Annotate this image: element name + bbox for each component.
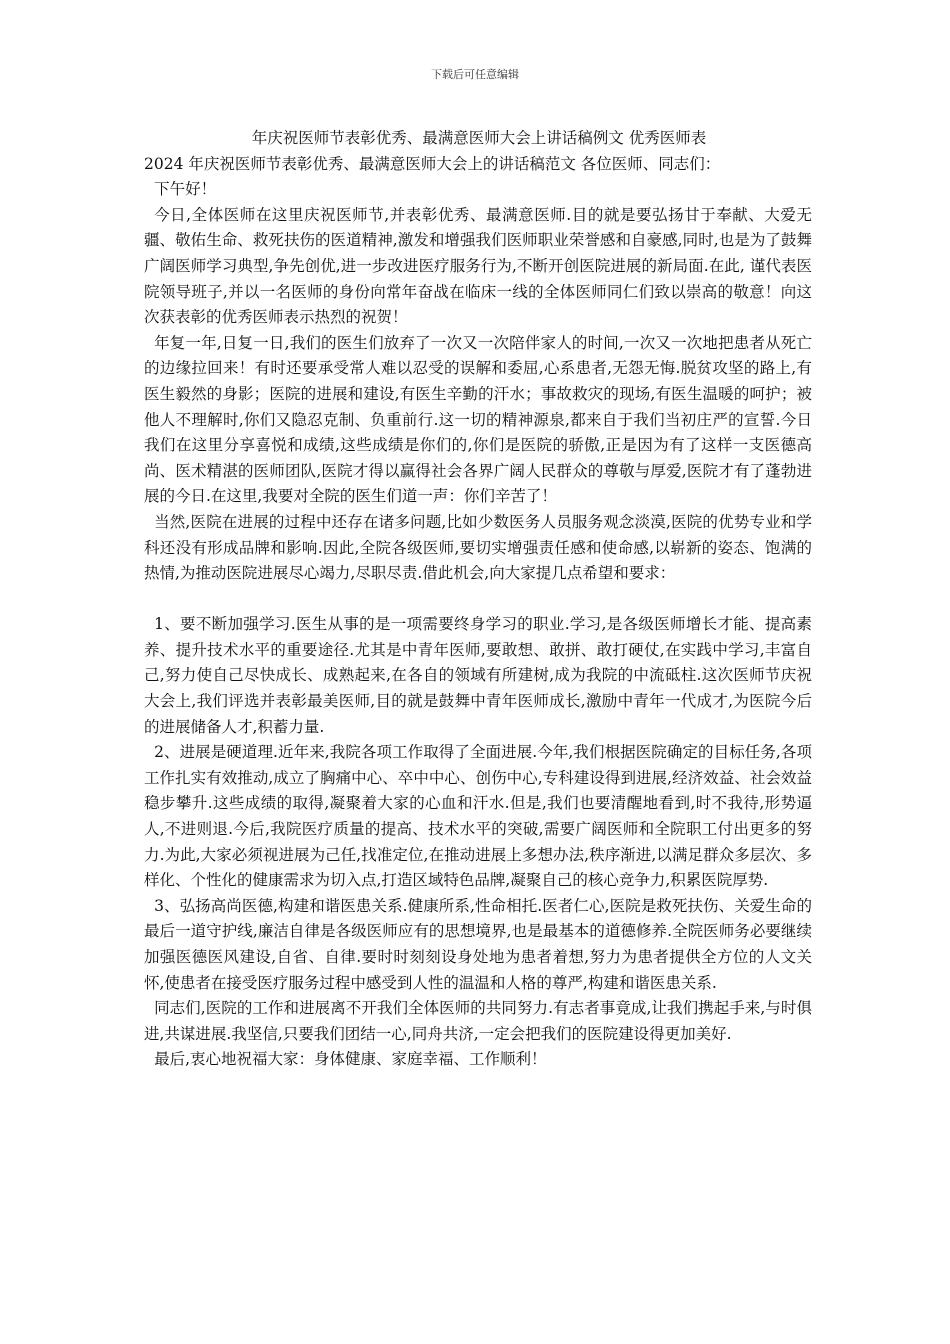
paragraph-wishes: 最后,衷心地祝福大家：身体健康、家庭幸福、工作顺利！ [154, 1050, 547, 1069]
paragraph-greeting: 下午好！ [154, 180, 217, 199]
document-title: 年庆祝医师节表彰优秀、最满意医师大会上讲话稿例文 优秀医师表 [251, 129, 707, 147]
header-note: 下载后可任意编辑 [431, 68, 519, 81]
blank-line [144, 587, 812, 613]
paragraph-thanks: 年复一年,日复一日,我们的医生们放弃了一次又一次陪伴家人的时间,一次又一次地把患者从死亡的边缘拉回来！有时还要承受常人难以忍受的误解和委屈,心系患者,无怨无悔.脱贫攻坚的路上,有医生毅然的身影；医院的进展和建设,有医生辛勤的汗水；事故救灾的现场,有医生温暖的呵护；被他人不理解时,你们又隐忍克制、负重前行.这一切的精神源泉,都来自于我们当初庄严的宣誓.今日我们在这里分享喜悦和成绩,这些成绩是你们的,你们是医院的骄傲,正是因为有了这样一支医德高尚、医术精湛的医师团队,医院才得以赢得社会各界广阔人民群众的尊敬与厚爱,医院才有了蓬勃进展的今日.在这里,我要对全院的医生们道一声：你们辛苦了！ [144, 333, 812, 506]
document-subtitle: 2024 年庆祝医师节表彰优秀、最满意医师大会上的讲话稿范文 各位医师、同志们： [144, 154, 721, 173]
paragraph-issues: 当然,医院在进展的过程中还存在诸多问题,比如少数医务人员服务观念淡漠,医院的优势专业和学科还没有形成品牌和影响.因此,全院各级医师,要切实增强责任感和使命感,以崭新的姿态、饱满的热情,为推动医院进展尽心竭力,尽职尽责.借此机会,向大家提几点希望和要求： [144, 512, 812, 583]
paragraph-point-1: 1、要不断加强学习.医生从事的是一项需要终身学习的职业.学习,是各级医师增长才能、提高素养、提升技术水平的重要途径.尤其是中青年医师,要敢想、敢拼、敢打硬仗,在实践中学习,丰富自己,努力使自己尽快成长、成熟起来,在各自的领域有所建树,成为我院的中流砥柱.这次医师节庆祝大会上,我们评选并表彰最美医师,目的就是鼓舞中青年医师成长,激励中青年一代成才,为医院今后的进展储备人才,积蓄力量. [144, 615, 812, 736]
paragraph-closing: 同志们,医院的工作和进展离不开我们全体医师的共同努力.有志者事竟成,让我们携起手来,与时俱进,共谋进展.我坚信,只要我们团结一心,同舟共济,一定会把我们的医院建设得更加美好. [144, 999, 812, 1043]
document-body [144, 126, 812, 1073]
paragraph-intro: 今日,全体医师在这里庆祝医师节,并表彰优秀、最满意医师.目的就是要弘扬甘于奉献、大爱无疆、敬佑生命、救死扶伤的医道精神,激发和增强我们医师职业荣誉感和自豪感,同时,也是为了鼓舞广阔医师学习典型,争先创优,进一步改进医疗服务行为,不断开创医院进展的新局面.在此, 谨代表医院领导班子,并以一名医师的身份向常年奋战在临床一线的全体医师同仁们致以崇高的敬意！向这次获表彰的优秀医师表示热烈的祝贺！ [144, 205, 812, 327]
paragraph-point-3: 3、弘扬高尚医德,构建和谐医患关系.健康所系,性命相托.医者仁心,医院是救死扶伤、关爱生命的最后一道守护线,廉洁自律是各级医师应有的思想境界,也是最基本的道德修养.全院医师务必要继续加强医德医风建设,自省、自律.要时时刻刻设身处地为患者着想,努力为患者提供全方位的人文关怀,使患者在接受医疗服务过程中感受到人性的温温和人格的尊严,构建和谐医患关系. [144, 896, 812, 992]
paragraph-point-2: 2、进展是硬道理.近年来,我院各项工作取得了全面进展.今年,我们根据医院确定的目标任务,各项工作扎实有效推动,成立了胸痛中心、卒中中心、创伤中心,专科建设得到进展,经济效益、社会效益稳步攀升.这些成绩的取得,凝聚着大家的心血和汗水.但是,我们也要清醒地看到,时不我待,形势逼人,不进则退.今后,我院医疗质量的提高、技术水平的突破,需要广阔医师和全院职工付出更多的努力.为此,大家必须视进展为己任,找准定位,在推动进展上多想办法,秩序渐进,以满足群众多层次、多样化、个性化的健康需求为切入点,打造区域特色品牌,凝聚自己的核心竞争力,积累医院厚势. [144, 743, 812, 890]
